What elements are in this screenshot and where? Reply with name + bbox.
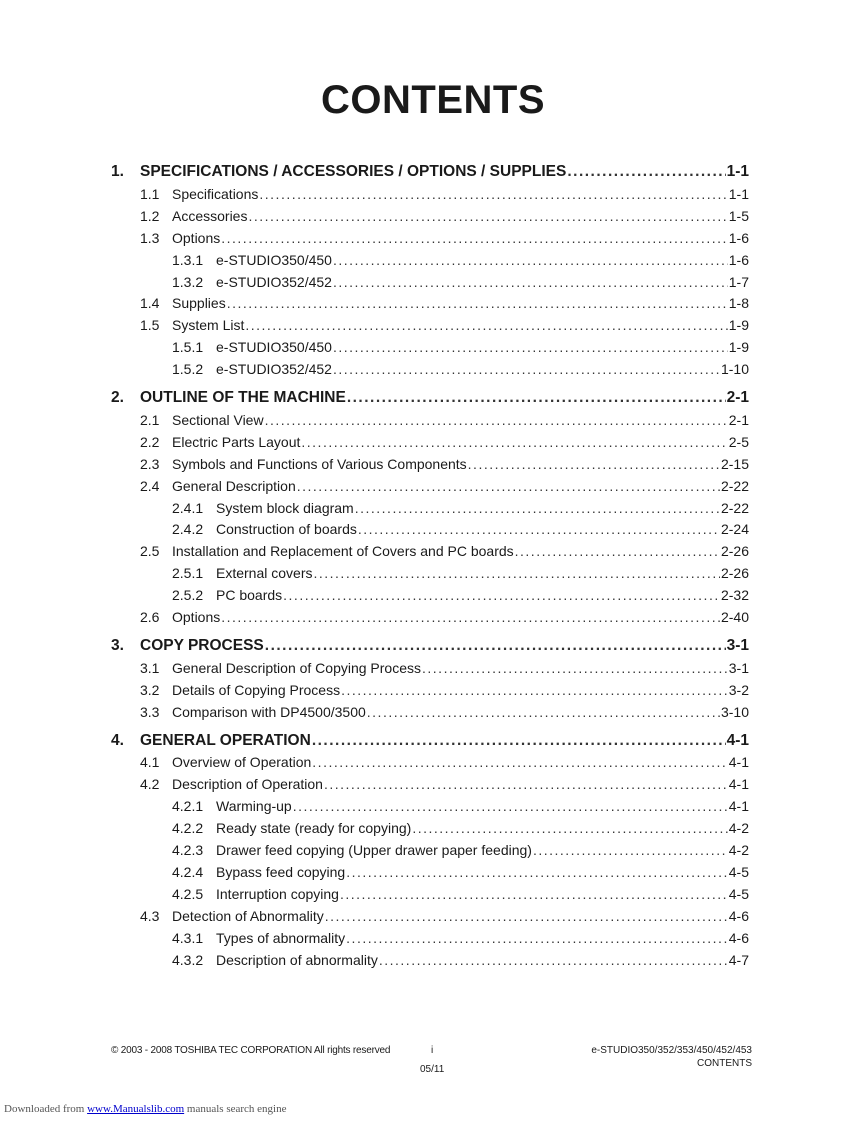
toc-title: External covers [216,565,313,582]
toc-line [140,730,749,752]
toc-page: 1-5 [728,207,749,224]
toc-number: 1.3.2 [172,273,204,290]
toc-line [216,497,749,519]
toc-line [216,271,749,293]
toc-page: 1-1 [728,185,749,202]
toc-title: Ready state (ready for copying) [216,820,412,837]
toc-line [216,817,749,839]
toc-line [216,336,749,358]
toc-entry-4-2-1 [0,795,866,817]
toc-page: 2-26 [720,543,749,560]
toc-title: Electric Parts Layout [172,433,301,450]
toc-title: Installation and Replacement of Covers and PC boards [172,543,514,560]
toc-entry-2-5-1 [0,562,866,584]
toc-page: 4-5 [728,863,749,880]
toc-line [216,562,749,584]
toc-page: 1-7 [728,273,749,290]
toc-page: 2-1 [726,389,749,406]
toc-entry-1-5 [0,314,866,336]
toc-page: 2-22 [720,499,749,516]
dot-leader [347,387,726,409]
toc-number: 3.1 [140,659,160,676]
toc-entry-3-1 [0,657,866,679]
footer-section: CONTENTS [697,1058,752,1069]
toc-number: 1.1 [140,185,160,202]
toc-entry-2-1 [0,409,866,431]
dot-leader [515,540,720,562]
toc-page: 1-6 [728,251,749,268]
toc-title: Construction of boards [216,521,357,538]
toc-page: 4-2 [728,842,749,858]
dot-leader [346,927,728,949]
toc-page: 2-15 [720,455,749,472]
dot-leader [312,751,727,773]
toc-line [172,183,749,205]
toc-title: e-STUDIO350/450 [216,339,332,356]
dot-leader [567,161,725,183]
dot-leader [325,905,728,927]
dot-leader [245,314,727,336]
toc-entry-1 [0,161,866,183]
dot-leader [333,358,720,380]
toc-page: 2-22 [720,477,749,494]
toc-page: 2-24 [720,521,749,538]
toc-page: 1-8 [728,295,749,312]
toc-page: 4-1 [728,798,749,815]
toc-number: 1.3.1 [172,251,204,268]
toc-number: 4.2.4 [172,863,204,880]
toc-number: 1.2 [140,207,160,224]
toc-page: 1-10 [720,361,749,378]
toc-line [140,161,749,183]
toc-title: Description of abnormality [216,951,378,968]
toc-title: System block diagram [216,499,354,516]
toc-line [216,249,749,271]
toc-entry-4-2-2 [0,817,866,839]
toc-line [172,409,749,431]
toc-page: 2-5 [728,433,749,450]
toc-line [172,205,749,227]
toc-title: Types of abnormality [216,929,346,946]
toc-number: 2.1 [140,411,160,428]
toc-page: 4-5 [728,885,749,902]
toc-line [140,387,749,409]
toc-entry-2-5-2 [0,584,866,606]
toc-entry-2-2 [0,431,866,453]
toc-page: 4-1 [728,776,749,793]
toc-page: 2-1 [728,411,749,428]
toc-line [172,905,749,927]
toc-page: 1-1 [726,163,749,180]
toc-line [172,314,749,336]
toc-number: 3.2 [140,681,160,698]
toc-line [172,431,749,453]
toc-page: 1-6 [728,229,749,246]
toc-line [172,292,749,314]
dot-leader [412,817,727,839]
toc-line [216,839,749,861]
toc-number: 4.2.2 [172,820,204,837]
dot-leader [265,635,726,657]
toc-number: 4.3 [140,907,160,924]
download-prefix: Downloaded from [4,1103,85,1115]
toc-number: 2. [111,389,124,406]
toc-page: 1-9 [728,339,749,356]
toc-number: 1.3 [140,229,160,246]
toc-page: 1-9 [728,317,749,334]
toc-entry-4-2 [0,773,866,795]
dot-leader [324,773,728,795]
dot-leader [283,584,720,606]
toc-line [216,795,749,817]
toc-title: PC boards [216,587,283,604]
dot-leader [221,227,728,249]
toc-page: 4-1 [726,731,749,749]
toc-line [216,518,749,540]
dot-leader [340,883,728,905]
toc-entry-4-3 [0,905,866,927]
dot-leader [533,839,728,861]
toc-page: 4-2 [728,820,749,837]
dot-leader [355,497,720,519]
footer-date: 05/11 [420,1064,445,1075]
toc-entry-4-1 [0,751,866,773]
dot-leader [313,562,719,584]
toc-title: e-STUDIO352/452 [216,361,332,378]
toc-title: OUTLINE OF THE MACHINE [140,389,346,406]
dot-leader [379,949,728,971]
toc-number: 1.5.2 [172,361,204,378]
toc-number: 4.2.3 [172,842,204,858]
toc-title: Symbols and Functions of Various Components [172,455,467,472]
toc-title: Bypass feed copying [216,863,346,880]
toc-title: Specifications [172,185,259,202]
toc-page: 2-32 [720,587,749,604]
toc-entry-2-4-1 [0,497,866,519]
toc-number: 4.3.2 [172,951,204,968]
toc-title: GENERAL OPERATION [140,731,311,749]
dot-leader [248,205,727,227]
toc-number: 1.5 [140,317,160,334]
toc-entry-1-3-2 [0,271,866,293]
toc-number: 4.3.1 [172,929,204,946]
toc-entry-1-2 [0,205,866,227]
toc-title: Accessories [172,207,248,224]
toc-page: 3-1 [728,659,749,676]
toc-entry-2-3 [0,453,866,475]
dot-leader [333,271,728,293]
dot-leader [367,701,720,723]
toc-number: 2.3 [140,455,160,472]
toc-title: Overview of Operation [172,754,312,771]
toc-line [216,358,749,380]
toc-title: Detection of Abnormality [172,907,324,924]
toc-number: 4.2.1 [172,798,204,815]
dot-leader [422,657,728,679]
dot-leader [227,292,728,314]
toc-line [172,475,749,497]
toc-number: 2.4 [140,477,160,494]
toc-title: Options [172,229,221,246]
download-suffix: manuals search engine [186,1103,287,1115]
dot-leader [468,453,720,475]
toc-line [216,861,749,883]
toc-page: 3-1 [726,636,749,654]
footer-copyright: © 2003 - 2008 TOSHIBA TEC CORPORATION All rights reserved [111,1045,391,1056]
toc-page: 4-6 [728,929,749,946]
dot-leader [297,475,720,497]
toc-number: 4.2.5 [172,885,204,902]
toc-number: 2.5.2 [172,587,204,604]
toc-entry-2 [0,387,866,409]
toc-entry-4-3-1 [0,927,866,949]
toc-entry-2-6 [0,606,866,628]
toc-page: 4-7 [728,951,749,968]
toc-title: Sectional View [172,411,264,428]
toc-line [172,773,749,795]
toc-number: 1.4 [140,295,160,312]
toc-entry-3-2 [0,679,866,701]
toc-title: COPY PROCESS [140,636,264,654]
toc-line [172,679,749,701]
toc-entry-4-2-5 [0,883,866,905]
toc-entry-4-2-3 [0,839,866,861]
footer-page-number: i [431,1045,434,1056]
toc-line [172,606,749,628]
toc-title: Details of Copying Process [172,681,341,698]
toc-number: 2.4.2 [172,521,204,538]
dot-leader [341,679,728,701]
toc-number: 1.5.1 [172,339,204,356]
toc-page: 4-6 [728,907,749,924]
toc-number: 4.2 [140,776,160,793]
toc-line [172,657,749,679]
toc-line [216,927,749,949]
dot-leader [265,409,728,431]
toc-line [172,540,749,562]
toc-line [140,635,749,657]
dot-leader [333,336,728,358]
toc-number: 2.4.1 [172,499,204,516]
toc-line [172,227,749,249]
manualslib-link[interactable]: www.Manualslib.com [87,1103,185,1115]
toc-entry-4-3-2 [0,949,866,971]
dot-leader [259,183,727,205]
toc-entry-1-3 [0,227,866,249]
toc-title: Warming-up [216,798,292,815]
toc-entry-1-1 [0,183,866,205]
toc-line [216,949,749,971]
dot-leader [346,861,728,883]
toc-entry-2-5 [0,540,866,562]
toc-line [172,701,749,723]
toc-entry-4 [0,730,866,752]
toc-entry-3-3 [0,701,866,723]
toc-line [216,883,749,905]
toc-entry-4-2-4 [0,861,866,883]
toc-number: 3.3 [140,703,160,720]
toc-line [216,584,749,606]
toc-title: e-STUDIO352/452 [216,273,332,290]
toc-entry-1-4 [0,292,866,314]
toc-line [172,751,749,773]
toc-title: Drawer feed copying (Upper drawer paper feeding) [216,842,532,858]
footer-model: e-STUDIO350/352/353/450/452/453 [591,1045,752,1056]
dot-leader [358,518,720,540]
dot-leader [293,795,728,817]
toc-page: 2-40 [720,609,749,625]
toc-title: e-STUDIO350/450 [216,251,332,268]
toc-title: Comparison with DP4500/3500 [172,703,366,720]
toc-number: 2.5 [140,543,160,560]
toc-line [172,453,749,475]
toc-number: 4. [111,731,124,749]
toc-title: SPECIFICATIONS / ACCESSORIES / OPTIONS / SUPPLIES [140,163,567,180]
download-notice [4,1103,286,1115]
toc-number: 2.5.1 [172,565,204,582]
toc-title: General Description of Copying Process [172,659,422,676]
toc-page: 4-1 [728,754,749,771]
dot-leader [221,606,720,628]
dot-leader [312,730,726,752]
toc-title: General Description [172,477,296,494]
toc-title: Supplies [172,295,226,312]
toc-number: 3. [111,636,124,654]
toc-number: 2.2 [140,433,160,450]
toc-entry-2-4 [0,475,866,497]
toc-title: Description of Operation [172,776,323,793]
toc-entry-1-3-1 [0,249,866,271]
toc-number: 4.1 [140,754,160,771]
page-title: CONTENTS [321,78,545,122]
toc-page: 3-10 [720,703,749,720]
toc-entry-2-4-2 [0,518,866,540]
dot-leader [301,431,727,453]
toc-number: 2.6 [140,609,160,625]
toc-entry-1-5-1 [0,336,866,358]
dot-leader [333,249,728,271]
toc-title: Interruption copying [216,885,339,902]
toc-entry-1-5-2 [0,358,866,380]
toc-page: 2-26 [720,565,749,582]
toc-title: Options [172,609,221,625]
toc-title: System List [172,317,245,334]
toc-entry-3 [0,635,866,657]
toc-number: 1. [111,163,124,180]
toc-page: 3-2 [728,681,749,698]
